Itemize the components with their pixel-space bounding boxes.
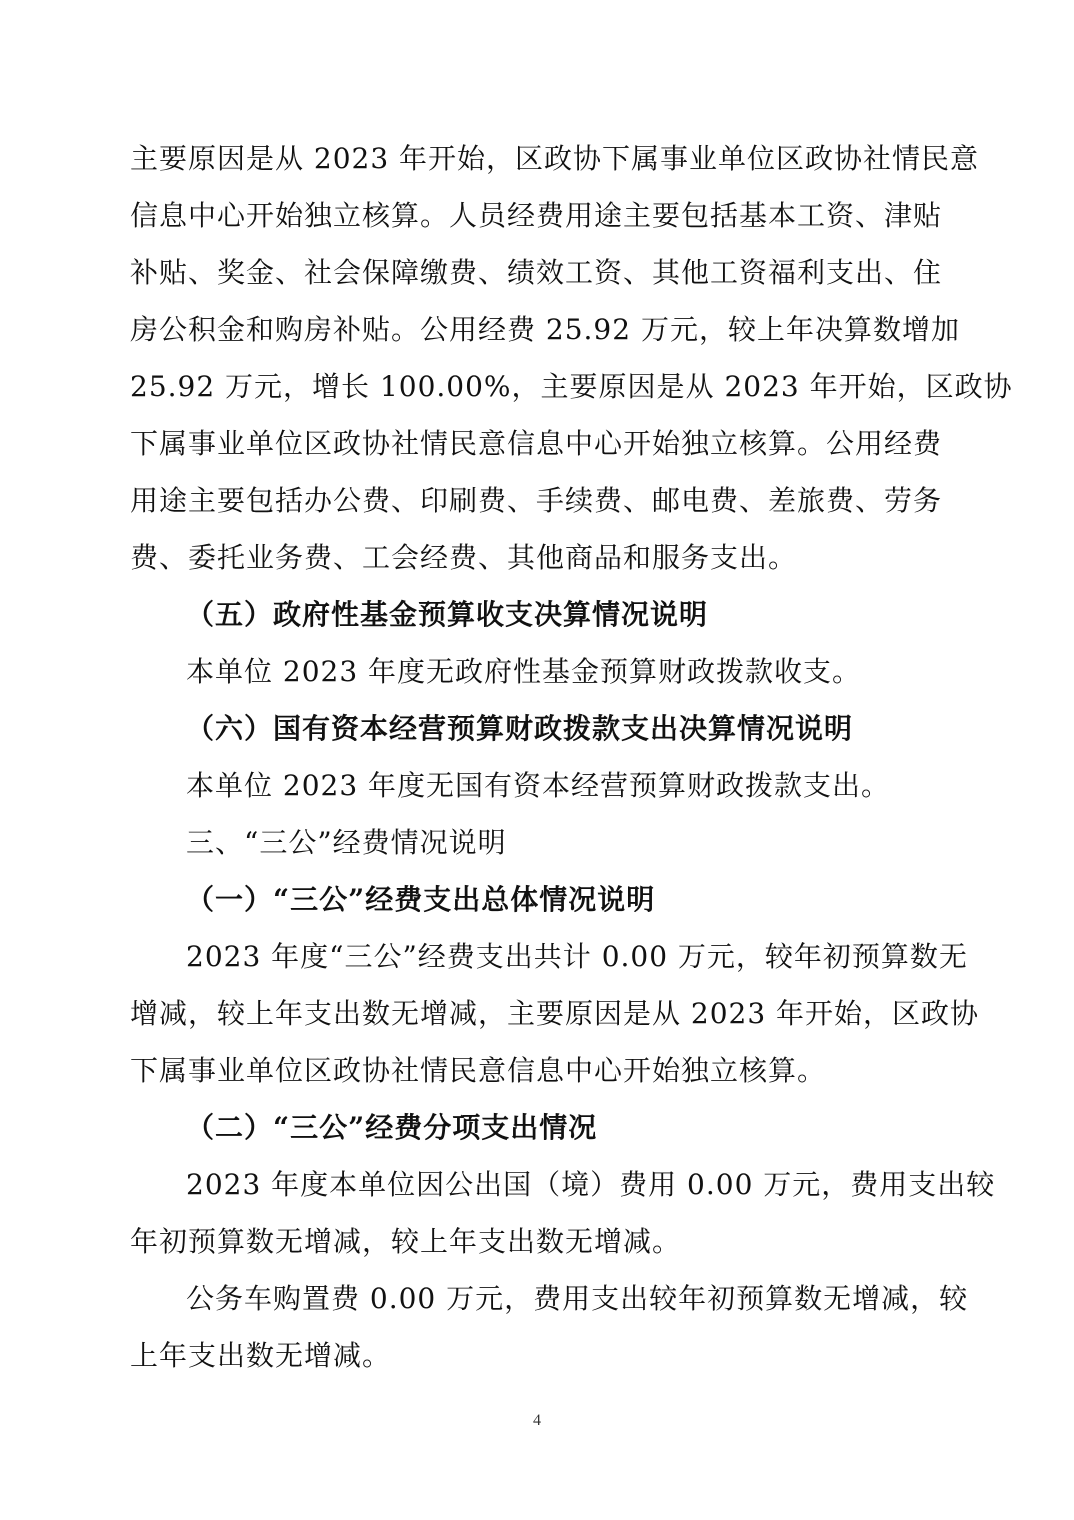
paragraph-line: 房公积金和购房补贴。公用经费 25.92 万元，较上年决算数增加 xyxy=(130,313,960,346)
document-body xyxy=(130,130,1013,1384)
paragraph-line: 增减，较上年支出数无增减，主要原因是从 2023 年开始，区政协 xyxy=(130,997,980,1030)
paragraph-line: 本单位 2023 年度无国有资本经营预算财政拨款支出。 xyxy=(186,769,891,802)
paragraph-line: 2023 年度“三公”经费支出共计 0.00 万元，较年初预算数无 xyxy=(186,940,968,973)
page-number: 4 xyxy=(533,1412,541,1429)
paragraph-line: 公务车购置费 0.00 万元，费用支出较年初预算数无增减，较 xyxy=(186,1282,969,1315)
section-heading-2: （二）“三公”经费分项支出情况 xyxy=(186,1111,598,1144)
paragraph-line: 补贴、奖金、社会保障缴费、绩效工资、其他工资福利支出、住 xyxy=(130,256,943,289)
paragraph-line: 主要原因是从 2023 年开始，区政协下属事业单位区政协社情民意 xyxy=(130,142,980,175)
paragraph-line: 年初预算数无增减，较上年支出数无增减。 xyxy=(130,1225,682,1258)
chapter-heading-3: 三、“三公”经费情况说明 xyxy=(186,826,507,859)
paragraph-line: 费、委托业务费、工会经费、其他商品和服务支出。 xyxy=(130,541,798,574)
paragraph-line: 本单位 2023 年度无政府性基金预算财政拨款收支。 xyxy=(186,655,862,688)
section-heading-6: （六）国有资本经营预算财政拨款支出决算情况说明 xyxy=(186,712,854,745)
paragraph-line: 信息中心开始独立核算。人员经费用途主要包括基本工资、津贴 xyxy=(130,199,943,232)
section-heading-5: （五）政府性基金预算收支决算情况说明 xyxy=(186,598,709,631)
paragraph-line: 上年支出数无增减。 xyxy=(130,1339,392,1372)
section-heading-1: （一）“三公”经费支出总体情况说明 xyxy=(186,883,656,916)
paragraph-line: 2023 年度本单位因公出国（境）费用 0.00 万元，费用支出较 xyxy=(186,1168,996,1201)
paragraph-line: 用途主要包括办公费、印刷费、手续费、邮电费、差旅费、劳务 xyxy=(130,484,943,517)
paragraph-line: 25.92 万元，增长 100.00%，主要原因是从 2023 年开始，区政协 xyxy=(130,370,1013,403)
paragraph-line: 下属事业单位区政协社情民意信息中心开始独立核算。公用经费 xyxy=(130,427,943,460)
paragraph-line: 下属事业单位区政协社情民意信息中心开始独立核算。 xyxy=(130,1054,827,1087)
